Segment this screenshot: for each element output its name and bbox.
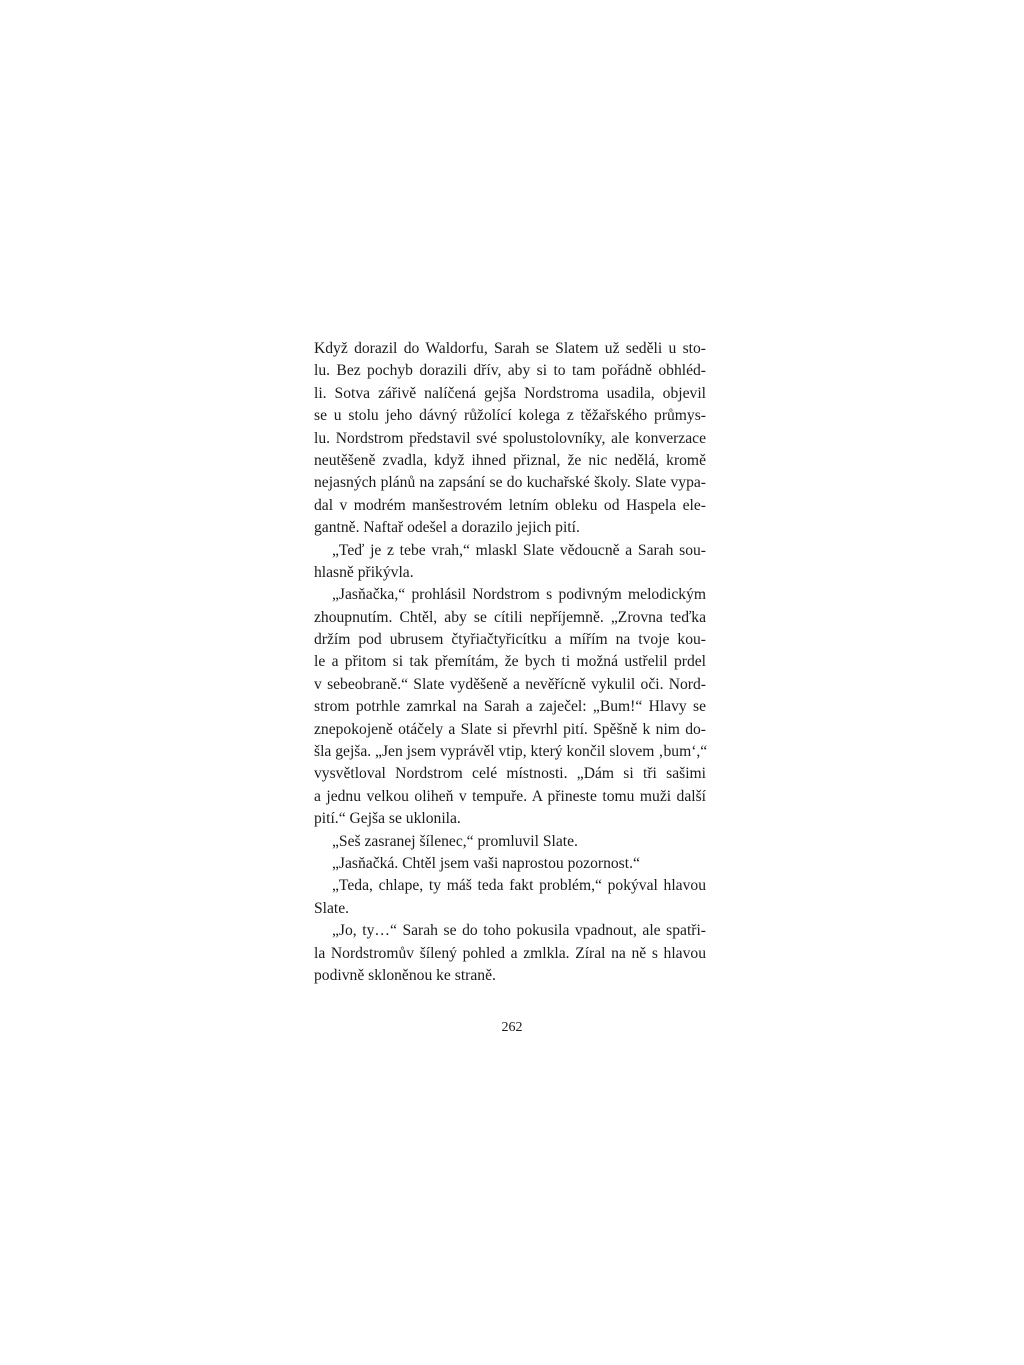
text-line: nejasných plánů na zapsání se do kuchařské školy. Slate vypa- (314, 474, 706, 492)
text-line: „Teď je z tebe vrah,“ mlaskl Slate vědoucně a Sarah sou- (332, 541, 706, 559)
text-line: dal v modrém manšestrovém letním obleku od Haspela ele- (314, 496, 706, 514)
text-line: vysvětloval Nordstrom celé místnosti. „Dám si tři sašimi (314, 765, 706, 783)
text-line: zhoupnutím. Chtěl, aby se cítili nepříjemně. „Zrovna teďka (314, 608, 706, 626)
text-line: v sebeobraně.“ Slate vyděšeně a nevěřícně vykulil oči. Nord- (314, 675, 706, 693)
text-line: lu. Bez pochyb dorazili dřív, aby si to tam pořádně obhléd- (314, 362, 706, 380)
text-line: pití.“ Gejša se uklonila. (314, 810, 461, 828)
text-line: li. Sotva zářivě nalíčená gejša Nordstroma usadila, objevil (314, 384, 706, 402)
text-line: strom potrhle zamrkal na Sarah a zaječel: „Bum!“ Hlavy se (314, 698, 706, 716)
text-line: držím pod ubrusem čtyřiačtyřicítku a mířím na tvoje kou- (314, 631, 706, 649)
text-line: podivně skloněnou ke straně. (314, 966, 496, 984)
text-line: gantně. Naftař odešel a dorazilo jejich pití. (314, 519, 580, 537)
text-line: Slate. (314, 899, 350, 917)
text-line: znepokojeně otáčely a Slate si převrhl pití. Spěšně k nim do- (314, 720, 706, 738)
text-line: „Jasňačká. Chtěl jsem vaši naprostou pozornost.“ (332, 854, 640, 872)
page-number: 262 (501, 1020, 523, 1035)
text-line: „Jasňačka,“ prohlásil Nordstrom s podivným melodickým (332, 586, 706, 604)
text-line: a jednu velkou oliheň v tempuře. A přineste tomu muži další (314, 787, 706, 805)
text-line: lu. Nordstrom představil své spolustolovníky, ale konverzace (314, 429, 706, 447)
text-line: „Jo, ty…“ Sarah se do toho pokusila vpadnout, ale spatři- (332, 922, 706, 940)
text-line: „Seš zasranej šílenec,“ promluvil Slate. (332, 832, 578, 850)
text-line: Když dorazil do Waldorfu, Sarah se Slatem už seděli u sto- (314, 340, 706, 357)
text-line: šla gejša. „Jen jsem vyprávěl vtip, který končil slovem ‚bum‘,“ (314, 743, 708, 761)
text-line: le a přitom si tak přemítám, že bych ti možná ustřelil prdel (314, 653, 706, 671)
text-line: neutěšeně zvadla, když ihned přiznal, že nic nedělá, kromě (314, 451, 706, 469)
body-text (314, 338, 706, 987)
text-line: la Nordstromův šílený pohled a zmlkla. Zíral na ně s hlavou (314, 944, 706, 962)
text-line: „Teda, chlape, ty máš teda fakt problém,“ pokýval hlavou (332, 877, 706, 895)
text-line: se u stolu jeho dávný růžolící kolega z těžařského průmys- (314, 407, 706, 425)
text-line: hlasně přikývla. (314, 563, 414, 581)
